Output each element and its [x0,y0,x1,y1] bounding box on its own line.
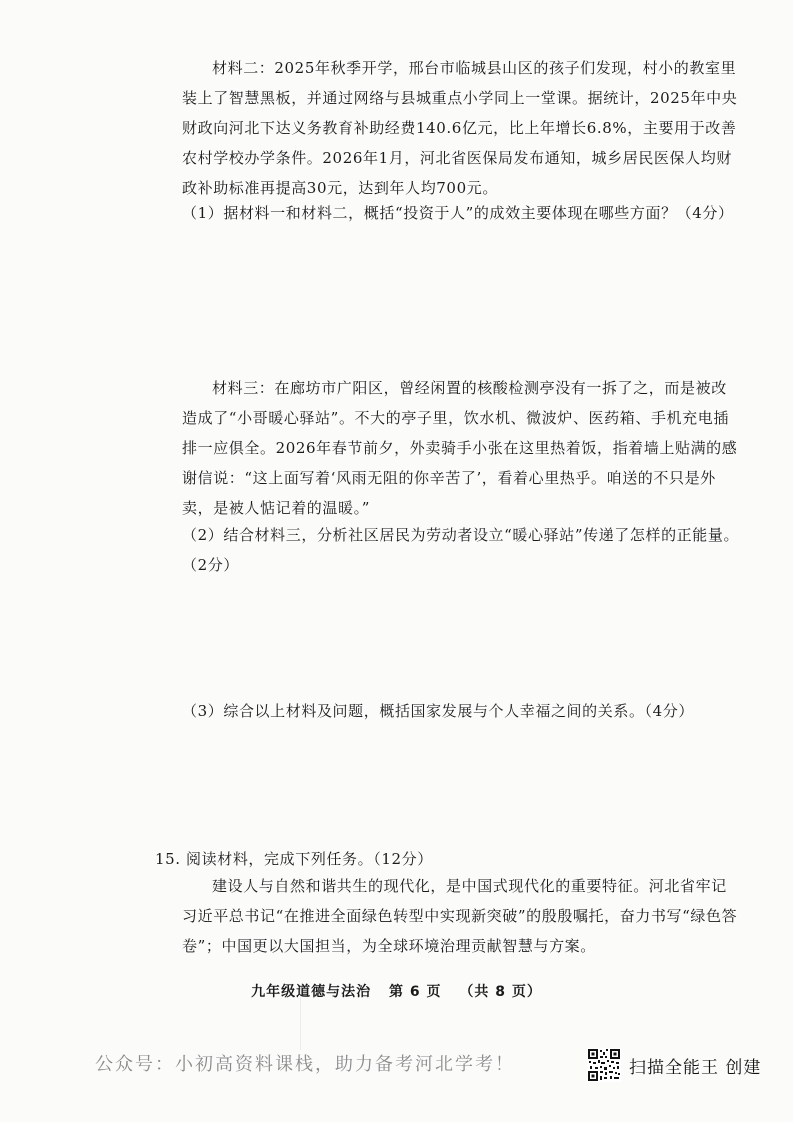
footer-total-pages: （共 8 页） [459,984,542,1000]
watermark-text: 公众号：小初高资料课栈，助力备考河北学考！ [95,1054,515,1075]
question-3: （3）综合以上材料及问题，概括国家发展与个人幸福之间的关系。（4分） [182,702,694,720]
scanner-badge [587,1048,761,1082]
footer-subject: 九年级道德与法治 [251,984,372,1000]
material-3-paragraph: 材料三：在廊坊市广阳区，曾经闲置的核酸检测亭没有一拆了之，而是被改造成了“小哥暖心驿站”。不大的亭子里，饮水机、微波炉、医药箱、手机充电插排一应俱全。2026年春节前夕，外卖骑手小张在这里热着饭，指着墙上贴满的感谢信说：“这上面写着‘风雨无阻的你辛苦了’，看着心里热乎。咱送的不只是外卖，是被人惦记着的温暖。” [182,379,738,517]
material-2-paragraph: 材料二：2025年秋季开学，邢台市临城县山区的孩子们发现，村小的教室里装上了智慧黑板，并通过网络与县城重点小学同上一堂课。据统计，2025年中央财政向河北下达义务教育补助经费140.6亿元，比上年增长6.8%，主要用于改善农村学校办学条件。2026年1月，河北省医保局发布通知，城乡居民医保人均财政补助标准再提高30元，达到年人均700元。 [182,59,738,197]
question-1: （1）据材料一和材料二，概括“投资于人”的成效主要体现在哪些方面？（4分） [182,204,734,222]
footer-page-number: 第 6 页 [389,984,442,1000]
question-15-heading: 15. 阅读材料，完成下列任务。（12分） [155,850,433,868]
question-15-material: 建设人与自然和谐共生的现代化，是中国式现代化的重要特征。河北省牢记习近平总书记“在推进全面绿色转型中实现新突破”的殷殷嘱托，奋力书写“绿色答卷”；中国更以大国担当，为全球环境治理贡献智慧与方案。 [182,877,738,955]
qr-code-icon [587,1048,621,1082]
scanner-label: 扫描全能王 创建 [629,1057,762,1078]
page-footer [0,981,793,1001]
question-2: （2）结合材料三，分析社区居民为劳动者设立“暖心驿站”传递了怎样的正能量。（2分） [182,526,740,574]
